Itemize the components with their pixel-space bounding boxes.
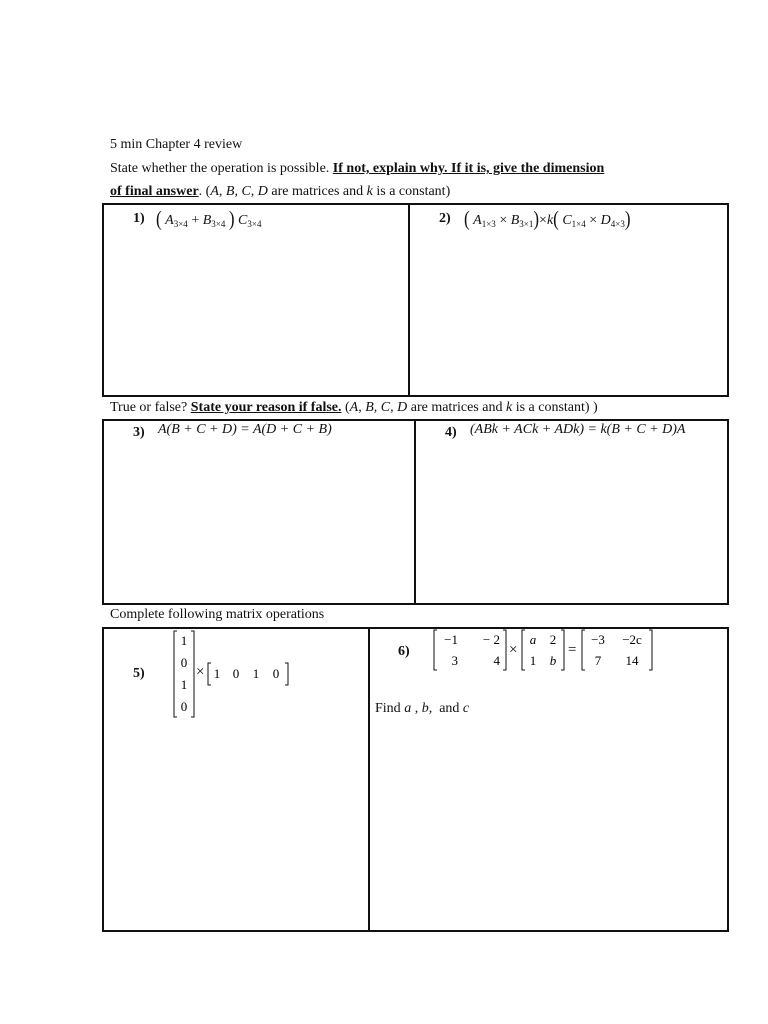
q6-matrix-1: [432, 629, 508, 671]
q6-find-b: b,: [421, 701, 433, 716]
section2-divider: [414, 419, 416, 605]
q6-equals: =: [568, 642, 577, 658]
instruction-bold-2: of final answer: [110, 184, 199, 199]
instruction-note-end: is a constant): [372, 184, 451, 199]
instruction-line-2: [110, 184, 450, 200]
q5-times: ×: [196, 664, 205, 680]
q6-find-c: c: [462, 701, 470, 716]
q6-find-a: a: [404, 701, 412, 716]
q2-number: 2): [439, 211, 451, 226]
instruction-plain: State whether the operation is possible.: [110, 161, 333, 176]
section3-prompt: Complete following matrix operations: [110, 607, 325, 622]
q6-m3-cell: 7: [594, 653, 602, 668]
instruction-note-pre: . (: [198, 184, 211, 199]
q6-m2-cell: 2: [549, 632, 557, 647]
q4-number: 4): [445, 425, 457, 440]
section2-note-mid: are matrices and: [407, 400, 506, 415]
q4-expression: (ABk + ACk + ADk) = k(B + C + D)A: [470, 422, 686, 437]
section2-vars: A, B, C, D: [349, 400, 408, 415]
q6-m1-cell: − 2: [482, 632, 500, 647]
section2-plain: True or false?: [110, 400, 191, 415]
q6-m2-cell: 1: [529, 653, 537, 668]
q5-col-cell: 0: [180, 699, 188, 714]
q5-col-cell: 1: [180, 677, 188, 692]
instruction-line-1: [110, 161, 604, 177]
section1-table: [102, 203, 729, 397]
q5-column-vector: [172, 630, 196, 718]
q6-m3-cell: 14: [625, 653, 639, 668]
section3-divider: [368, 627, 370, 932]
q5-number: 5): [133, 666, 145, 681]
q6-find-sep: ,: [411, 701, 422, 716]
q6-m2-cell: a: [529, 632, 537, 647]
section1-divider: [408, 203, 410, 397]
q1-number: 1): [133, 211, 145, 226]
section2-k: k: [505, 400, 513, 415]
q6-m3-cell: −2c: [622, 632, 642, 647]
q5-row-cell: 1: [252, 666, 260, 681]
instruction-vars: A, B, C, D: [210, 184, 268, 199]
q3-expression: A(B + C + D) = A(D + C + B): [158, 422, 332, 437]
q3-number: 3): [133, 425, 145, 440]
section2-note-end: is a constant) ): [512, 400, 598, 415]
q2-expression: ( $A_{1\times 3} \times B_{3\times 1})\times k$( $C_{1\times 4} \times D_{4\times 3}$): [464, 206, 631, 231]
q6-m1-cell: 3: [451, 653, 458, 668]
q6-m1-cell: 4: [493, 653, 500, 668]
q5-col-cell: 1: [180, 633, 188, 648]
q5-col-cell: 0: [180, 655, 188, 670]
q6-number: 6): [398, 644, 410, 659]
section2-prompt: [110, 400, 598, 416]
q6-matrix-2: [520, 629, 566, 671]
q6-find-pre: Find: [375, 701, 405, 716]
q6-matrix-3: [580, 629, 654, 671]
q1-expression: ( $A_{3\times 4} + B_{3\times 4}$ ) $C_{3\times 4}$: [156, 206, 262, 231]
q5-row-cell: 1: [213, 666, 221, 681]
q6-find-text: [375, 701, 469, 717]
q5-row-vector: [206, 662, 290, 686]
section2-bold: State your reason if false.: [190, 400, 342, 415]
section2-note-pre: (: [341, 400, 350, 415]
instruction-k: k: [366, 184, 373, 199]
worksheet-title: 5 min Chapter 4 review: [110, 137, 243, 152]
q6-m2-cell: b: [549, 653, 557, 668]
q5-row-cell: 0: [272, 666, 280, 681]
q6-times: ×: [509, 642, 518, 658]
q6-m3-cell: −3: [591, 632, 605, 647]
instruction-bold: If not, explain why. If it is, give the dimension: [332, 161, 605, 176]
q6-m1-cell: −1: [444, 632, 458, 647]
q6-find-and: and: [432, 701, 463, 716]
q5-row-cell: 0: [232, 666, 240, 681]
instruction-note-mid: are matrices and: [267, 184, 367, 199]
